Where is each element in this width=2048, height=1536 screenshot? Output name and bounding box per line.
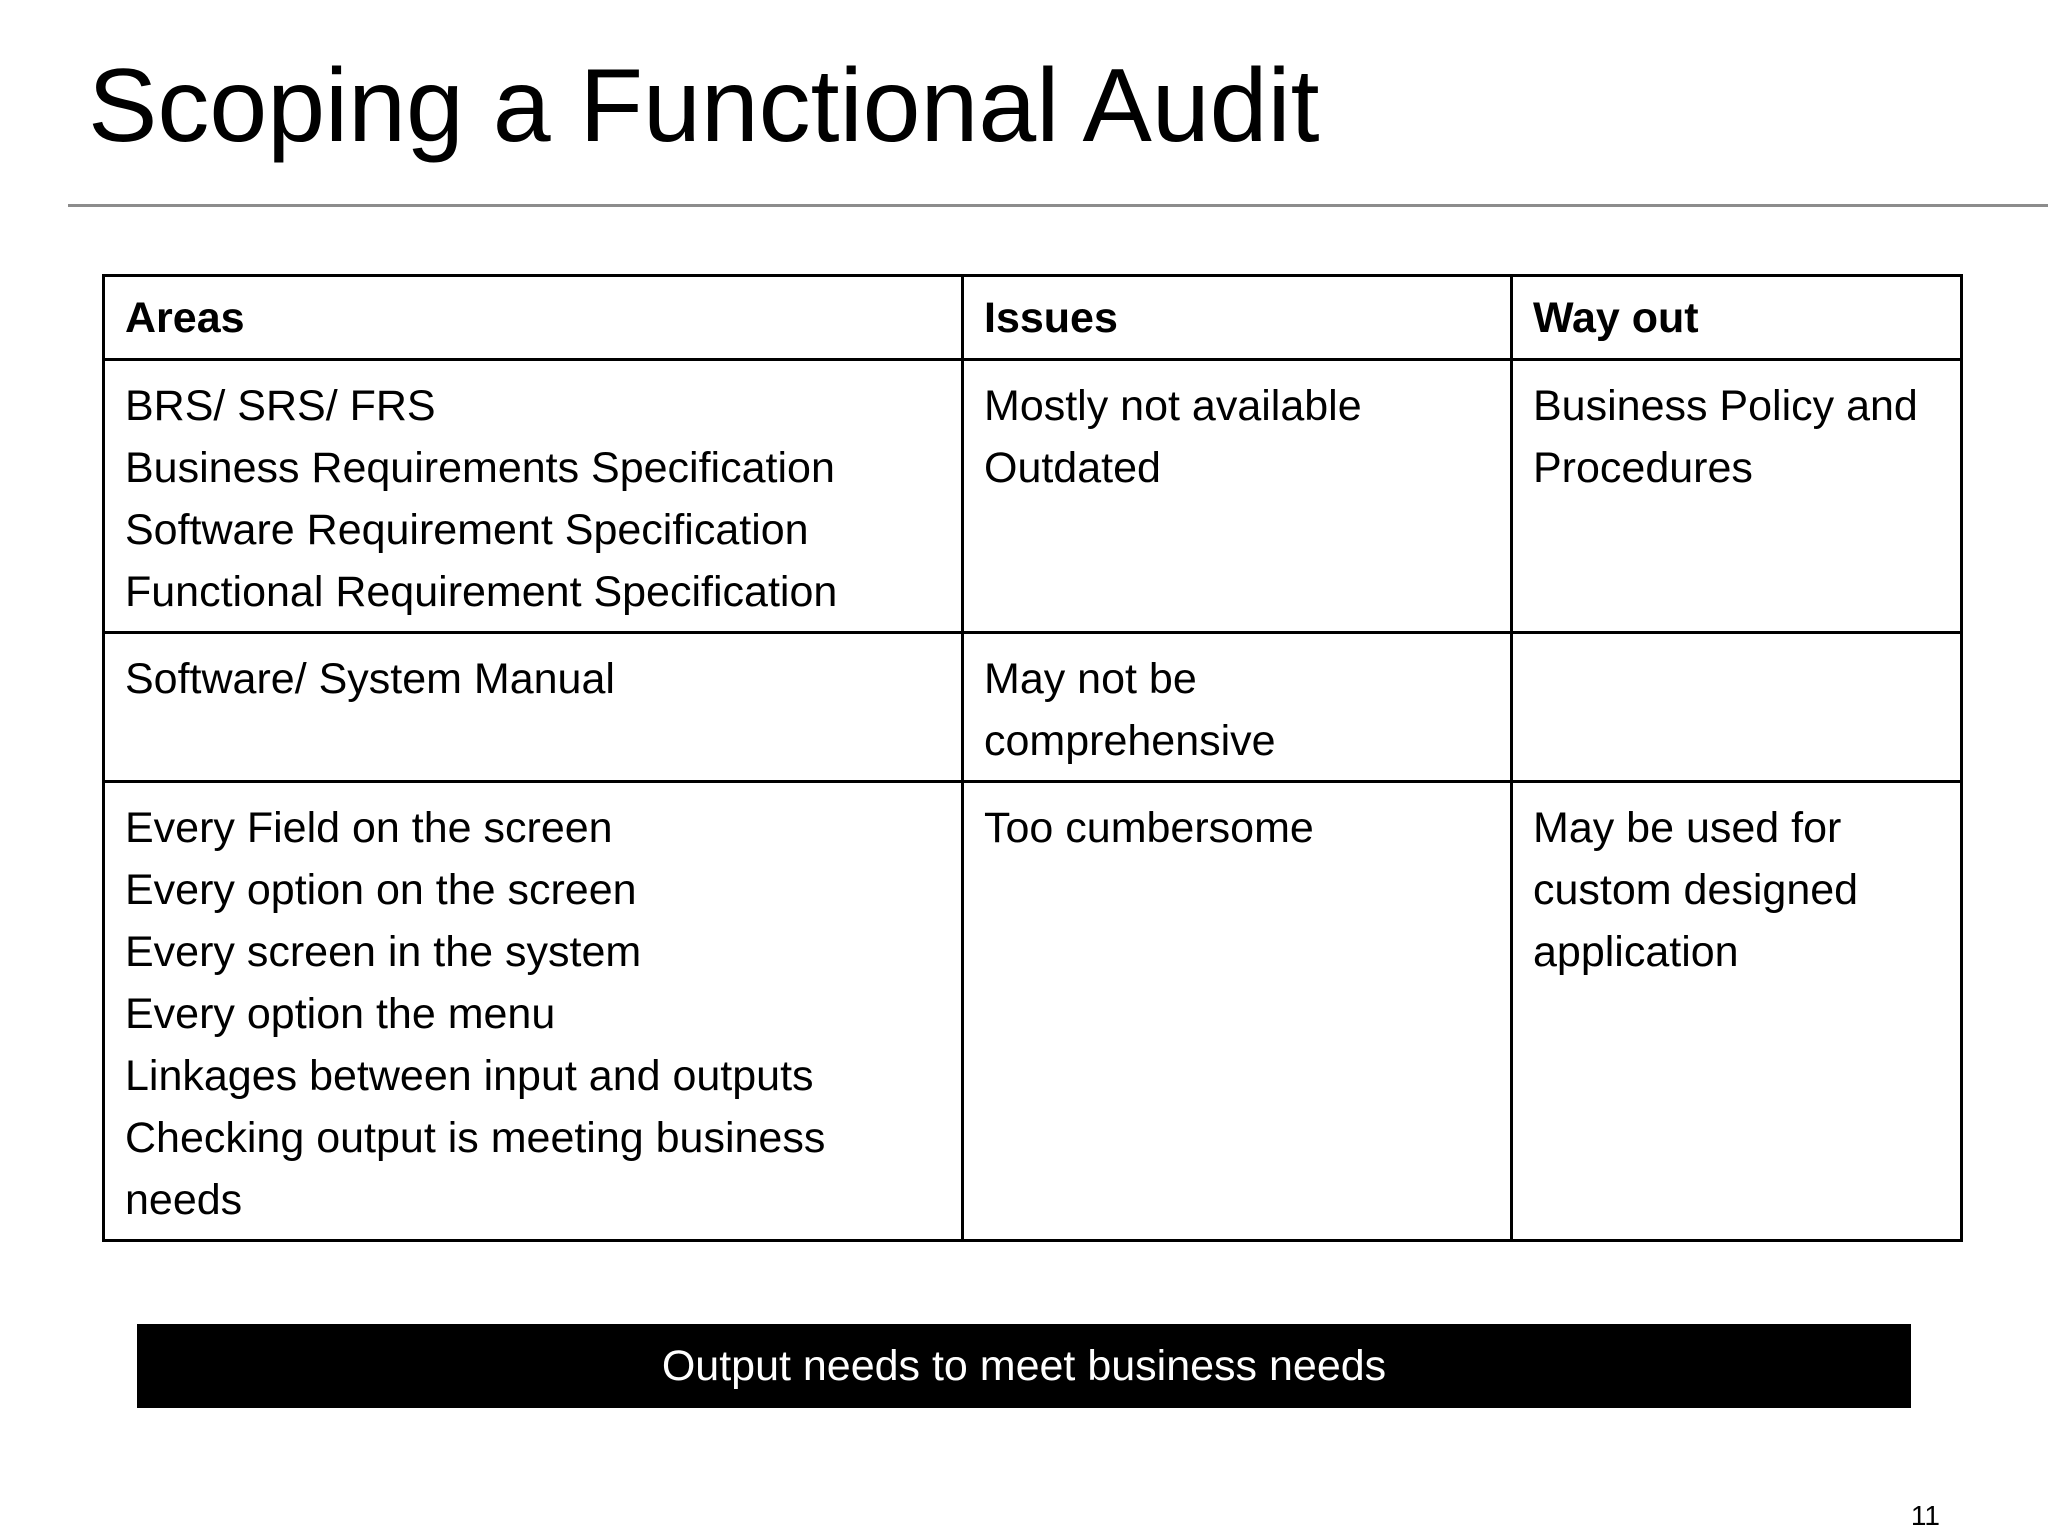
header-issues: Issues: [963, 276, 1512, 360]
header-way-out: Way out: [1512, 276, 1962, 360]
cell-line: needs: [125, 1176, 243, 1224]
cell-line: May not be: [984, 655, 1197, 703]
cell-areas: [104, 633, 963, 782]
cell-line: Business Policy and: [1533, 382, 1918, 430]
title-divider: [68, 204, 2048, 207]
cell-line: Functional Requirement Specification: [125, 568, 838, 616]
cell-line: Every screen in the system: [125, 928, 642, 976]
cell-way-out: [1512, 360, 1962, 633]
cell-issues: [963, 360, 1512, 633]
header-areas: Areas: [104, 276, 963, 360]
table-row: [104, 360, 1962, 633]
cell-line: custom designed: [1533, 866, 1859, 914]
cell-line: Mostly not available: [984, 382, 1362, 430]
callout-text: Output needs to meet business needs: [661, 1341, 1387, 1390]
cell-areas: [104, 782, 963, 1241]
cell-line: comprehensive: [984, 717, 1276, 765]
page-number: 11: [1910, 1500, 1940, 1531]
audit-scope-table: [102, 274, 1963, 1242]
cell-line: May be used for: [1533, 804, 1842, 852]
cell-line: Every option the menu: [125, 990, 556, 1038]
cell-areas: [104, 360, 963, 633]
table-row: [104, 633, 1962, 782]
cell-way-out: [1512, 782, 1962, 1241]
cell-line: Every option on the screen: [125, 866, 637, 914]
callout-banner: [137, 1324, 1911, 1408]
table-header-row: [104, 276, 1962, 360]
slide-title: Scoping a Functional Audit: [88, 48, 1320, 164]
cell-line: Software/ System Manual: [125, 655, 615, 703]
cell-line: Checking output is meeting business: [125, 1114, 826, 1162]
cell-line: Too cumbersome: [984, 804, 1314, 852]
table-row: [104, 782, 1962, 1241]
cell-line: Software Requirement Specification: [125, 506, 809, 554]
cell-line: Outdated: [984, 444, 1161, 492]
cell-line: Every Field on the screen: [125, 804, 613, 852]
cell-line: Procedures: [1533, 444, 1753, 492]
cell-way-out: [1512, 633, 1962, 782]
cell-issues: [963, 782, 1512, 1241]
cell-line: application: [1533, 928, 1739, 976]
cell-issues: [963, 633, 1512, 782]
cell-line: BRS/ SRS/ FRS: [125, 382, 436, 430]
cell-line: Business Requirements Specification: [125, 444, 835, 492]
cell-line: Linkages between input and outputs: [125, 1052, 814, 1100]
